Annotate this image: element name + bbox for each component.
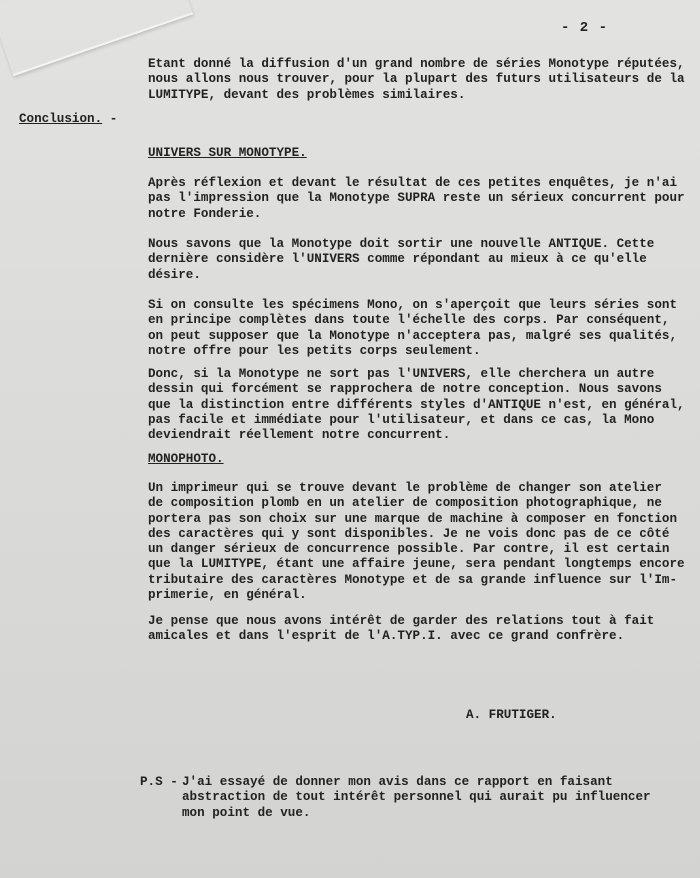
conclusion-label-dash: - [102,112,118,126]
paragraph-printer: Un imprimeur qui se trouve devant le problème de changer son atelier de composition plomb en un atelier de composition photographique, ne portera pas son choix sur une marque de machine à composer en fonction des caractères qui y sont disponibles. Je ne vois donc pas de ce côté un danger sérieux de concurrence possible. Par contre, il est certain que la LUMITYPE, étant une affaire jeune, sera pendant longtemps encore tributaire des caractères Monotype et de sa grande influence sur l'Im- primerie, en général. [148,481,685,603]
signature: A. FRUTIGER. [466,708,557,722]
paragraph-competitor: Donc, si la Monotype ne sort pas l'UNIVERS, elle cherchera un autre dessin qui forcément se rapprochera de notre conception. Nous savons que la distinction entre différents styles d'ANTIQUE n'est, en général, pas facile et immédiate pour l'utilisateur, et dans ce cas, la Mono deviendrait réellement notre concurrent. [148,367,685,443]
paragraph-specimens: Si on consulte les spécimens Mono, on s'aperçoit que leurs séries sont en principe complètes dans toute l'échelle des corps. Par conséquent, on peut supposer que la Monotype n'acceptera pas, malgré ses qualités, notre offre pour les petits corps seulement. [148,298,678,358]
paragraph-relations: Je pense que nous avons intérêt de garder des relations tout à fait amicales et dans l'esprit de l'A.TYP.I. avec ce grand confrère. [148,614,655,644]
intro-paragraph: Etant donné la diffusion d'un grand nombre de séries Monotype réputées, nous allons nous trouver, pour la plupart des futurs utilisateurs de la LUMITYPE, devant des problèmes similaires. [148,57,685,102]
page-number: - 2 - [561,20,609,36]
postscript-text: J'ai essayé de donner mon avis dans ce rapport en faisant abstraction de tout intérêt personnel qui aurait pu influencer mon point de vue. [182,775,651,820]
postscript-label: P.S - [140,775,178,789]
paragraph-new-antique: Nous savons que la Monotype doit sortir une nouvelle ANTIQUE. Cette dernière considère l'UNIVERS comme répondant au mieux à ce qu'elle désire. [148,237,655,282]
conclusion-label [19,112,117,126]
conclusion-label-text: Conclusion. [19,112,103,126]
section-heading-monophoto: MONOPHOTO. [148,452,224,466]
section-heading-univers: UNIVERS SUR MONOTYPE. [148,146,307,160]
paragraph-reflection: Après réflexion et devant le résultat de ces petites enquêtes, je n'ai pas l'impression que la Monotype SUPRA reste un sérieux concurrent pour notre Fonderie. [148,176,685,221]
